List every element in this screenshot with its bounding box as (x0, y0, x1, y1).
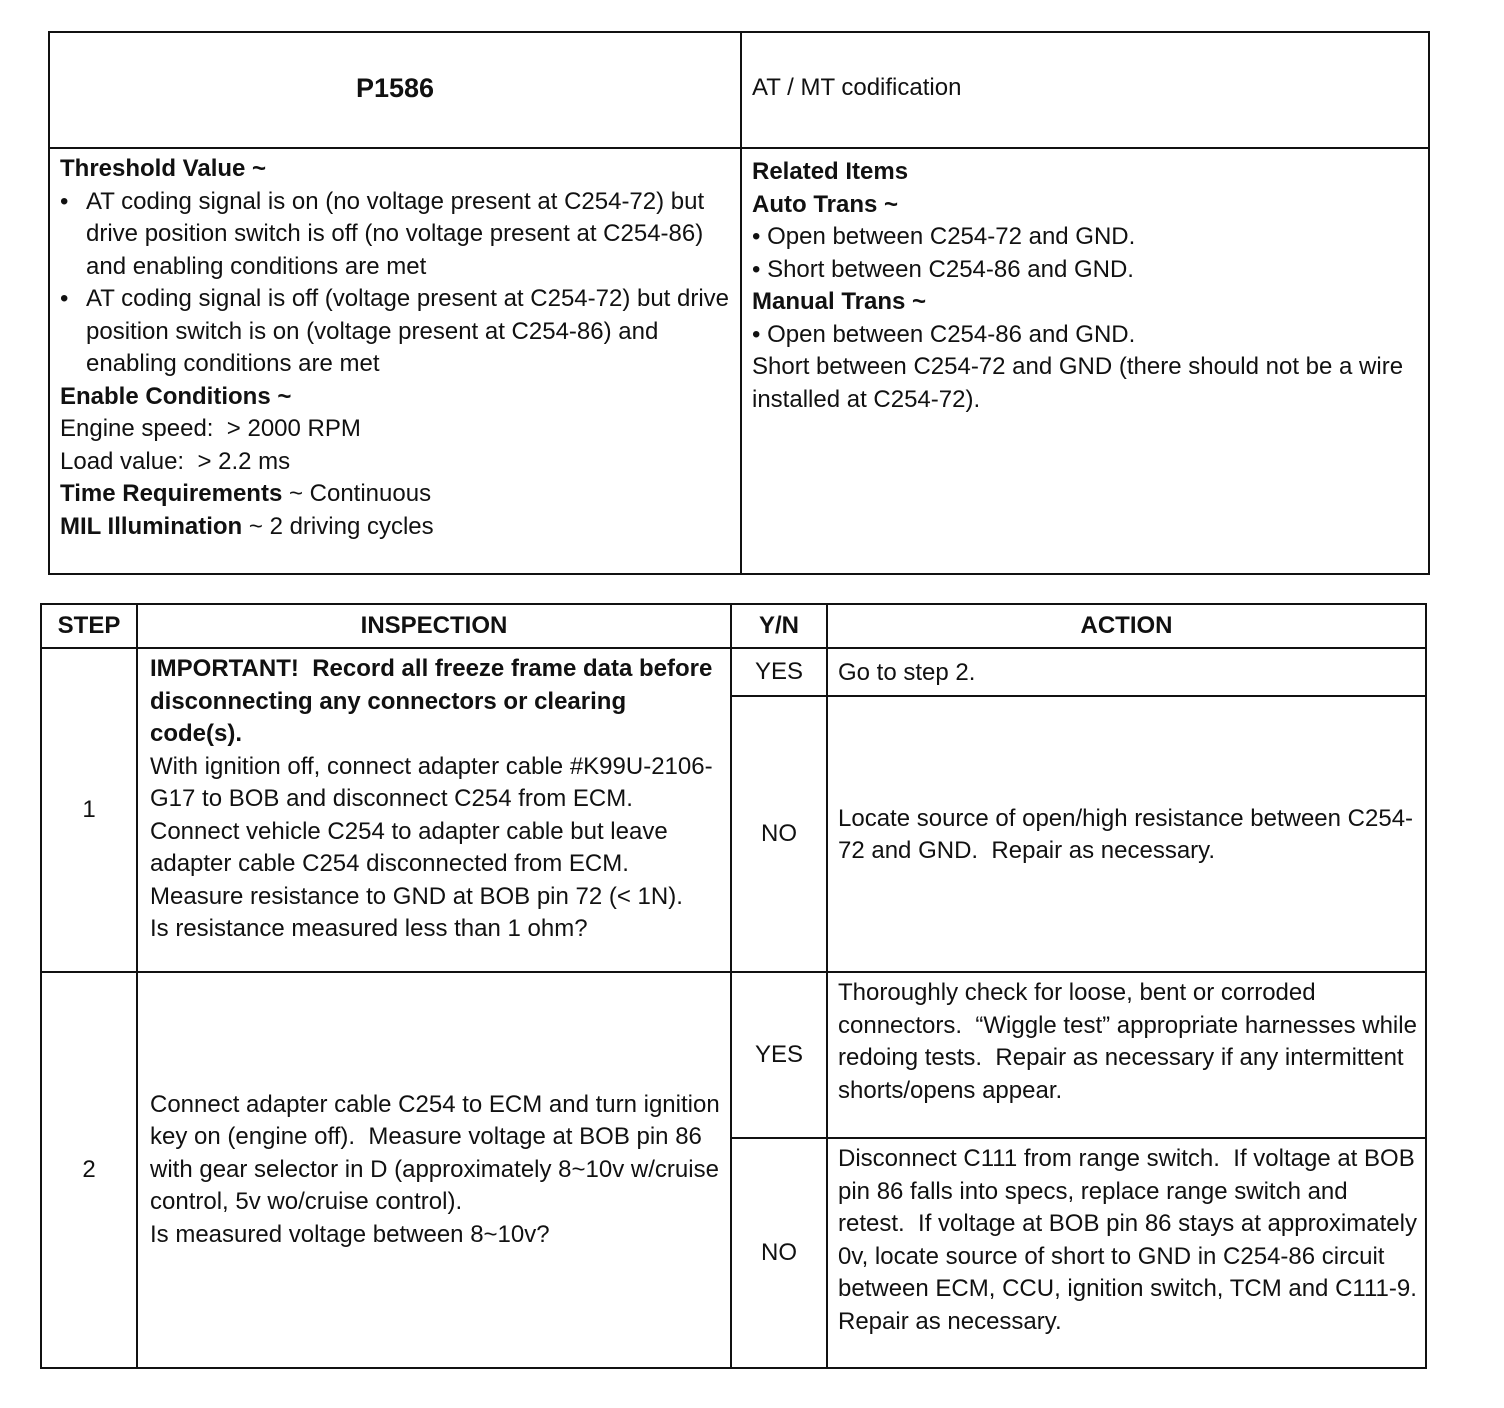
dtc-description: AT / MT codification (741, 32, 1429, 148)
auto-trans-label: Auto Trans ~ (752, 190, 899, 218)
important-note: IMPORTANT! Record all freeze frame data before disconnecting any connectors or clearing code(s). (150, 655, 720, 747)
step-number: 1 (41, 648, 137, 972)
header-inspection: INSPECTION (137, 604, 731, 648)
time-value: ~ Continuous (282, 480, 432, 507)
table-row (41, 648, 1426, 696)
dtc-info-table (48, 31, 1430, 575)
auto-trans-item (752, 221, 1420, 254)
auto-trans-item-text: Short between C254-86 and GND. (767, 255, 1134, 283)
mil-label: MIL Illumination (60, 512, 243, 540)
inspection-text: With ignition off, connect adapter cable #K99U-2106-G17 to BOB and disconnect C254 from ECM. Connect vehicle C254 to adapter cable but leave adapter cable C254 disconnected from ECM. Measure resistance to GND at BOB pin 72 (< 1N). (150, 752, 713, 910)
steps-header-row (41, 604, 1426, 648)
diagnostic-steps-table (40, 603, 1431, 1369)
bullet-icon: • (752, 255, 768, 283)
inspection-text: Connect adapter cable C254 to ECM and turn ignition key on (engine off). Measure voltage at BOB pin 86 with gear selector in D (approximately 8~10v w/cruise control, 5v wo/cruise control). (150, 1090, 727, 1216)
no-label: NO (731, 1138, 827, 1368)
dtc-details-row (49, 148, 1429, 574)
bullet-icon: • (752, 320, 768, 348)
bullet-icon: • (60, 285, 69, 312)
inspection-question: Is measured voltage between 8~10v? (150, 1220, 550, 1248)
yes-action: Thoroughly check for loose, bent or corroded connectors. “Wiggle test” appropriate harnesses while redoing tests. Repair as necessary if any intermittent shorts/opens appear. (827, 972, 1426, 1138)
threshold-bullet-text: AT coding signal is off (voltage present at C254-72) but drive position switch is on (voltage present at C254-86) and enabling conditions are met (86, 285, 730, 377)
no-action: Disconnect C111 from range switch. If voltage at BOB pin 86 falls into specs, replace range switch and retest. If voltage at BOB pin 86 stays at approximately 0v, locate source of short to GND in C254-86 circuit between ECM, CCU, ignition switch, TCM and C111-9. Repair as necessary. (827, 1138, 1426, 1368)
mil-illumination (60, 511, 732, 544)
no-action: Locate source of open/high resistance between C254-72 and GND. Repair as necessary. (827, 696, 1426, 972)
bullet-icon: • (60, 187, 69, 215)
related-note: Short between C254-72 and GND (there should not be a wire installed at C254-72). (752, 353, 1404, 413)
time-label: Time Requirements (60, 480, 283, 507)
threshold-bullet (60, 186, 732, 284)
related-items-cell (741, 148, 1429, 574)
dtc-code: P1586 (49, 32, 741, 148)
enable-label: Enable Conditions ~ (60, 382, 292, 410)
mil-value: ~ 2 driving cycles (242, 512, 434, 540)
no-label: NO (731, 696, 827, 972)
header-yn: Y/N (731, 604, 827, 648)
manual-trans-label: Manual Trans ~ (752, 288, 927, 315)
yes-label: YES (731, 648, 827, 696)
yes-label: YES (731, 972, 827, 1138)
yes-action: Go to step 2. (827, 648, 1426, 696)
step-inspection (137, 648, 731, 972)
threshold-bullet (60, 283, 732, 381)
header-action: ACTION (827, 604, 1426, 648)
step-number: 2 (41, 972, 137, 1368)
manual-trans-item-text: Open between C254-86 and GND. (767, 320, 1136, 348)
dtc-header-row (49, 32, 1429, 148)
auto-trans-item-text: Open between C254-72 and GND. (767, 223, 1136, 250)
manual-trans-item (752, 319, 1420, 352)
inspection-question: Is resistance measured less than 1 ohm? (150, 915, 588, 942)
table-row (41, 972, 1426, 1138)
load-value: Load value: > 2.2 ms (60, 447, 291, 475)
bullet-icon: • (752, 223, 768, 250)
threshold-label: Threshold Value ~ (60, 155, 267, 182)
engine-speed: Engine speed: > 2000 RPM (60, 415, 361, 442)
threshold-bullet-text: AT coding signal is on (no voltage present at C254-72) but drive position switch is off (no voltage present at C254-86) and enabling conditions are met (86, 187, 705, 280)
related-title: Related Items (752, 158, 909, 185)
header-step: STEP (41, 604, 137, 648)
conditions-cell (49, 148, 741, 574)
time-requirements (60, 478, 732, 511)
auto-trans-item (752, 254, 1420, 287)
step-inspection (137, 972, 731, 1368)
